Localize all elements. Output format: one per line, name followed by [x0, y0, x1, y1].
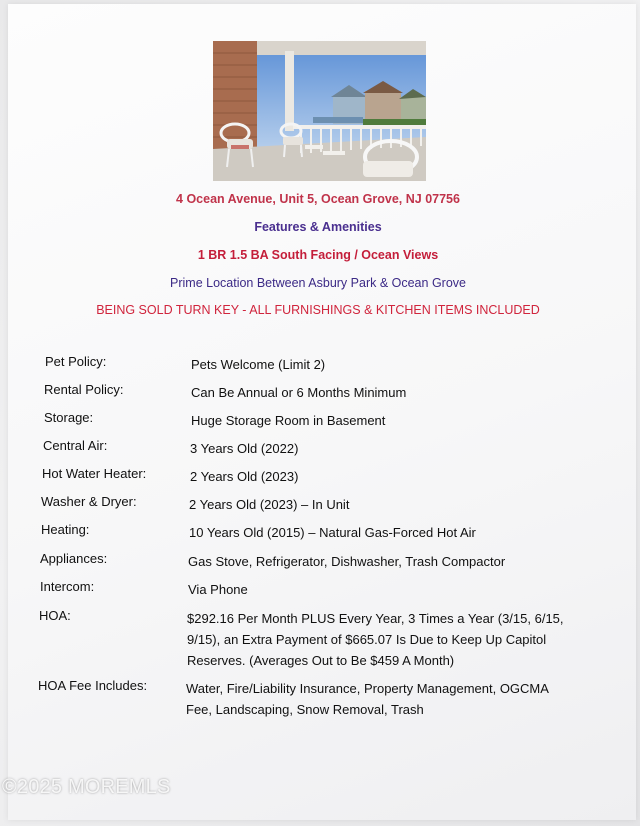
detail-label: Appliances:	[40, 551, 108, 566]
detail-label: Storage:	[44, 410, 94, 425]
copyright-watermark: ©2025 MOREMLS	[2, 776, 171, 798]
detail-value: Huge Storage Room in Basement	[191, 413, 386, 428]
detail-label: Washer & Dryer:	[41, 494, 137, 509]
detail-value: 2 Years Old (2023)	[190, 469, 299, 484]
porch-photo	[213, 41, 426, 181]
turn-key-line: BEING SOLD TURN KEY - ALL FURNISHINGS & KITCHEN ITEMS INCLUDED	[96, 303, 540, 317]
features-title: Features & Amenities	[254, 220, 382, 234]
detail-value: 10 Years Old (2015) – Natural Gas-Forced Hot Air	[189, 525, 476, 540]
detail-value: Pets Welcome (Limit 2)	[191, 357, 326, 372]
detail-label: Heating:	[41, 522, 90, 537]
detail-value: Reserves. (Averages Out to Be $459 A Month)	[187, 653, 455, 668]
detail-label: Intercom:	[40, 579, 95, 594]
property-address: 4 Ocean Avenue, Unit 5, Ocean Grove, NJ 07756	[176, 192, 460, 206]
detail-value: 9/15), an Extra Payment of $665.07 Is Due to Keep Up Capitol	[187, 632, 547, 647]
detail-value: Via Phone	[188, 582, 248, 597]
detail-value: Fee, Landscaping, Snow Removal, Trash	[186, 702, 424, 717]
detail-label: HOA Fee Includes:	[38, 678, 148, 693]
detail-label: HOA:	[39, 608, 71, 623]
detail-label: Hot Water Heater:	[42, 466, 147, 481]
detail-value: 2 Years Old (2023) – In Unit	[189, 497, 350, 512]
detail-label: Rental Policy:	[44, 382, 124, 397]
detail-value: $292.16 Per Month PLUS Every Year, 3 Times a Year (3/15, 6/15,	[187, 611, 564, 626]
unit-summary: 1 BR 1.5 BA South Facing / Ocean Views	[197, 248, 439, 262]
location-line: Prime Location Between Asbury Park & Ocean Grove	[170, 276, 466, 290]
detail-value: 3 Years Old (2022)	[190, 441, 299, 456]
detail-label: Pet Policy:	[45, 354, 107, 369]
detail-value: Gas Stove, Refrigerator, Dishwasher, Trash Compactor	[188, 554, 506, 569]
detail-label: Central Air:	[43, 438, 108, 453]
detail-value: Water, Fire/Liability Insurance, Property Management, OGCMA	[186, 681, 549, 696]
detail-value: Can Be Annual or 6 Months Minimum	[191, 385, 407, 400]
